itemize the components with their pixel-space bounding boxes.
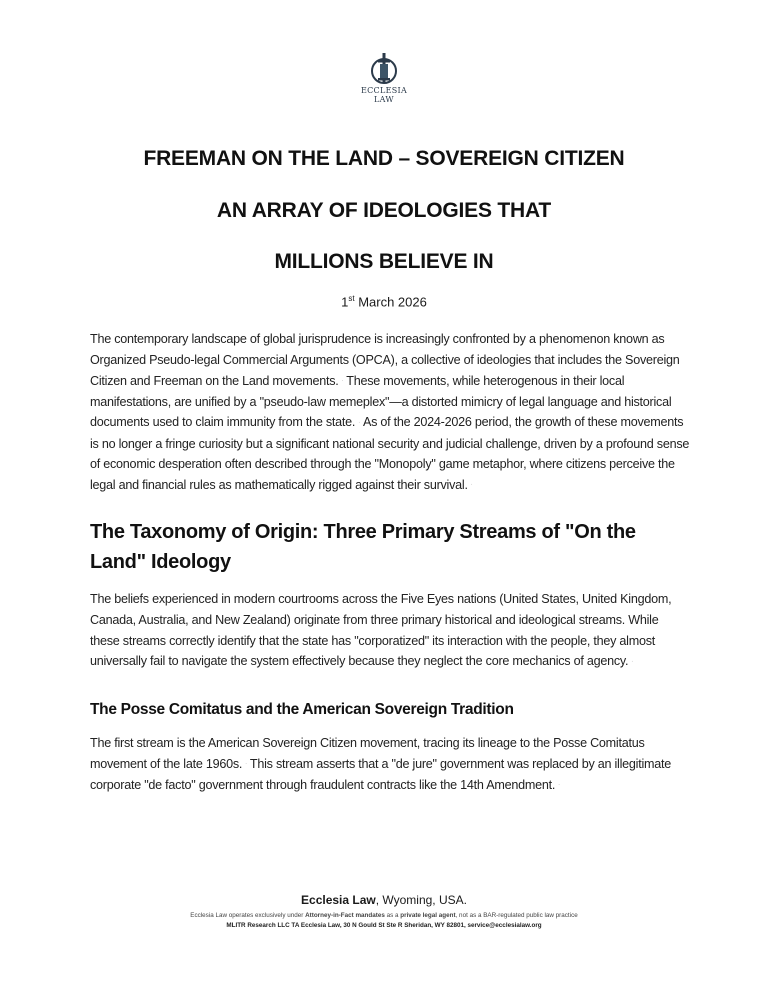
subsection-heading: The Posse Comitatus and the American Sovereign Tradition bbox=[90, 701, 514, 718]
document-date: 1st March 2026 bbox=[341, 294, 427, 310]
title-line-2: AN ARRAY OF IDEOLOGIES THAT bbox=[216, 199, 552, 222]
taxonomy-paragraph: The beliefs experienced in modern courtrooms across the Five Eyes nations (United States, United Kingdom, Canada, Australia, and New Zealand) originate from three primary historical and ideological streams. While these streams correctly identify that the state has "corporatized" its interaction with the people, they almost universally fail to navigate the system effectively because they neglect the core mechanics of agency. · bbox=[90, 592, 672, 669]
section-heading: The Taxonomy of Origin: Three Primary Streams of "On the Land" Ideology bbox=[90, 521, 636, 573]
footnote-marker[interactable]: · bbox=[245, 761, 247, 768]
title-line-3: MILLIONS BELIEVE IN bbox=[274, 250, 494, 273]
column-sword-icon bbox=[370, 52, 398, 86]
posse-comitatus-paragraph: The first stream is the American Sovereign Citizen movement, tracing its lineage to the Posse Comitatus movement of the late 1960s. · This stream asserts that a "de jure" government was replaced by an illegitimate corporate "de facto" government through fraudulent contracts like the 14th Amendment. · bbox=[90, 736, 672, 792]
ecclesia-law-logo: ECCLESIA LAW bbox=[354, 52, 414, 104]
intro-paragraph: The contemporary landscape of global jurisprudence is increasingly confronted by a phenomenon known as Organized Pseudo-legal Commercial Arguments (OPCA), a collective of ideologies that includes the Sovereign Citizen and Freeman on the Land movements. · These movements, while heterogenous in their local manifestations, are unified by a "pseudo-law memeplex"—a distorted mimicry of legal language and historical documents used to claim immunity from the state. · As of the 2024-2026 period, the growth of these movements is no longer a fringe curiosity but a significant national security and judicial challenge, driven by a profound sense of economic desperation often described through the "Monopoly" game metaphor, where citizens perceive the legal and financial rules as mathematically rigged against their survival. · bbox=[90, 332, 690, 493]
footnote-marker[interactable]: · bbox=[558, 782, 560, 789]
footnote-marker[interactable]: · bbox=[470, 482, 473, 489]
footnote-marker[interactable]: · bbox=[358, 419, 360, 426]
title-line-1: FREEMAN ON THE LAND – SOVEREIGN CITIZEN bbox=[143, 147, 625, 170]
footer-firm: Ecclesia Law, Wyoming, USA. bbox=[301, 893, 467, 907]
footnote-marker[interactable]: · bbox=[631, 658, 634, 665]
footnote-marker[interactable]: · bbox=[341, 377, 344, 384]
footer-disclaimer: Ecclesia Law operates exclusively under Attorney-in-Fact mandates as a private legal agent, not as a BAR-regulated public law practice bbox=[190, 912, 578, 919]
footer-address: MLITR Research LLC TA Ecclesia Law, 30 N Gould St Ste R Sheridan, WY 82801, service@ecclesialaw.org bbox=[226, 922, 542, 929]
